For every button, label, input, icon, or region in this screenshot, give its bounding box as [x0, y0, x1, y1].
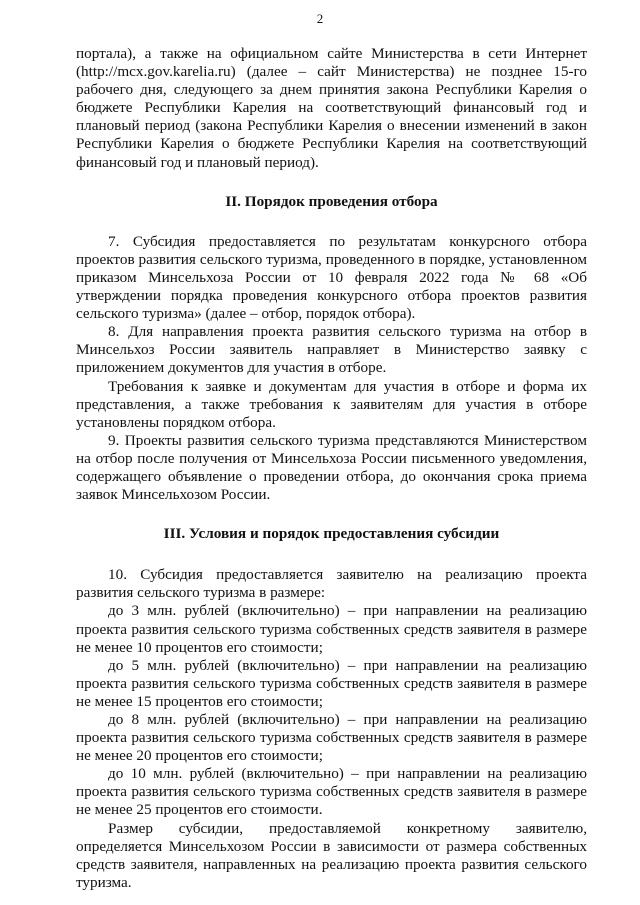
page-number: 2 — [316, 11, 324, 26]
subsidy-tier-5mln: до 5 млн. рублей (включительно) – при направлении на реализацию проекта развития сельского туризма собственных средств заявителя в размере не менее 15 процентов его стоимости; — [76, 656, 587, 710]
subsidy-tier-10mln: до 10 млн. рублей (включительно) – при направлении на реализацию проекта развития сельского туризма собственных средств заявителя в размере не менее 25 процентов его стоимости. — [76, 765, 587, 819]
document-body — [76, 45, 587, 892]
paragraph-7: 7. Субсидия предоставляется по результатам конкурсного отбора проектов развития сельского туризма, проведенного в порядке, установленном приказом Минсельхоза России от 10 февраля 2022 года № 68 «Об утверждении порядка проведения конкурсного отбора проектов развития сельского туризма» (далее – отбор, порядок отбора). — [76, 232, 587, 323]
subsidy-size-paragraph: Размер субсидии, предоставляемой конкретному заявителю, определяется Минсельхозом России в зависимости от размера собственных средств заявителя, направленных на реализацию проекта развития сельского туризма. — [76, 819, 587, 891]
paragraph-requirements: Требования к заявке и документам для участия в отборе и форма их представления, а также требования к заявителям для участия в отборе установлены порядком отбора. — [76, 377, 587, 431]
paragraph-9: 9. Проекты развития сельского туризма представляются Министерством на отбор после получения от Минсельхоза России письменного уведомления, содержащего объявление о проведении отбора, до окончания срока приема заявок Минсельхозом России. — [76, 431, 587, 504]
subsidy-tier-3mln: до 3 млн. рублей (включительно) – при направлении на реализацию проекта развития сельского туризма собственных средств заявителя в размере не менее 10 процентов его стоимости; — [76, 602, 587, 656]
intro-paragraph: портала), а также на официальном сайте Министерства в сети Интернет (http://mcx.gov.karelia.ru) (далее – сайт Министерства) не позднее 15-го рабочего дня, следующего за днем принятия закона Республики Карелия о бюджете Республики Карелия на соответствующий финансовый год и плановый период (закона Республики Карелия о внесении изменений в закон Республики Карелия о бюджете Республики Карелия на соответствующий финансовый год и плановый период). — [76, 45, 587, 171]
section-3-heading: III. Условия и порядок предоставления субсидии — [163, 525, 500, 543]
paragraph-10: 10. Субсидия предоставляется заявителю на реализацию проекта развития сельского туризма в размере: — [76, 566, 587, 602]
section-2-heading: II. Порядок проведения отбора — [225, 192, 438, 210]
subsidy-tier-8mln: до 8 млн. рублей (включительно) – при направлении на реализацию проекта развития сельского туризма собственных средств заявителя в размере не менее 20 процентов его стоимости; — [76, 711, 587, 765]
paragraph-8: 8. Для направления проекта развития сельского туризма на отбор в Минсельхоз России заявитель направляет в Министерство заявку с приложением документов для участия в отборе. — [76, 323, 587, 377]
